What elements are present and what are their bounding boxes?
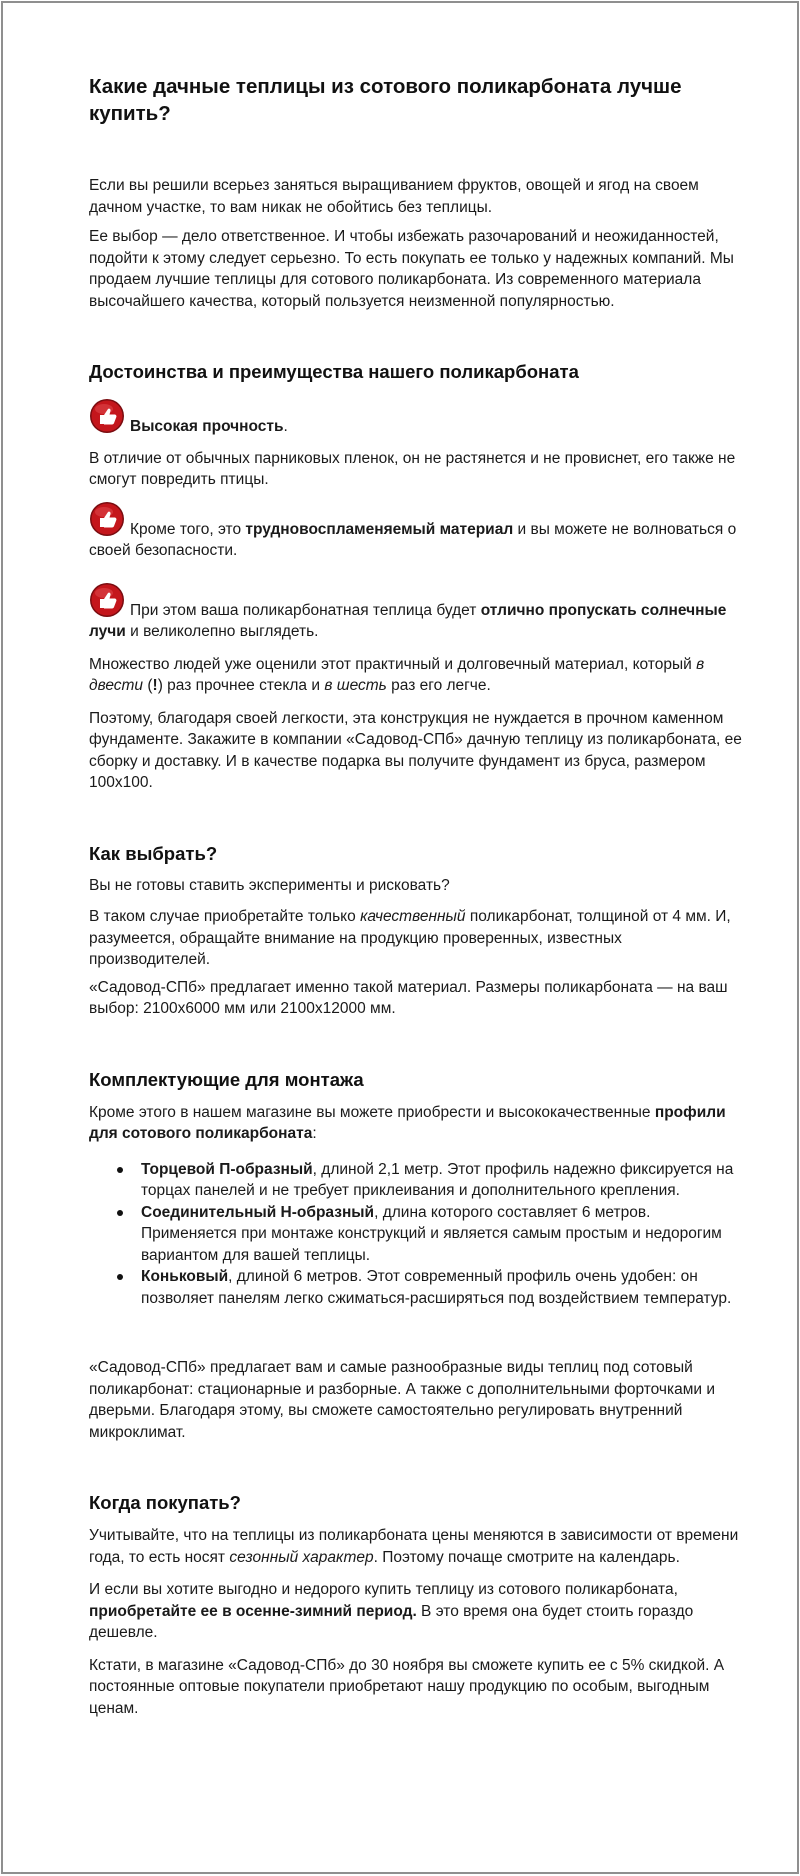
- choose-paragraph-1: Вы не готовы ставить эксперименты и рисковать?: [89, 876, 450, 894]
- intro-paragraph-1: Если вы решили всерьез заняться выращиванием фруктов, овощей и ягод на своем дачном участке, то вам никак не обойтись без теплицы.: [89, 177, 699, 216]
- thumbs-up-icon: [89, 398, 125, 434]
- comparison-paragraph: [89, 654, 743, 697]
- feature-strength-text: В отличие от обычных парниковых пленок, он не растянется и не провиснет, его также не смогут повредить птицы.: [89, 449, 736, 488]
- choose-text-a: В таком случае приобретайте только: [89, 908, 361, 925]
- when-paragraph-1: [89, 1525, 743, 1568]
- thumbs-up-icon: [89, 582, 125, 618]
- advantages-heading: Достоинства и преимущества нашего поликарбоната: [89, 361, 579, 382]
- feature-fireproof-title: трудновоспламеняемый материал: [245, 520, 514, 538]
- list-item: [141, 1202, 743, 1267]
- choose-italic: качественный: [360, 908, 466, 925]
- parts-intro: [89, 1102, 743, 1145]
- choose-heading: Как выбрать?: [89, 842, 218, 864]
- feature-strength-period: .: [283, 418, 288, 435]
- when-text-a: Учитывайте, что на теплицы из поликарбоната цены меняются в зависимости от времени года, то есть носят: [89, 1527, 739, 1566]
- profile-description: , длиной 2,1 метр. Этот профиль надежно фиксируется на торцах панелей и не требует приклеивания и дополнительного крепления.: [141, 1160, 734, 1199]
- choose-paragraph-2: [89, 906, 743, 971]
- foundation-paragraph: Поэтому, благодаря своей легкости, эта конструкция не нуждается в прочном каменном фундаменте. Закажите в компании «Садовод-СПб» дачную теплицу из поликарбоната, ее сборку и доставку. И в качестве подарка вы получите фундамент из бруса, размером 100х100.: [89, 709, 742, 791]
- feature-fireproof-pre: Кроме того, это: [130, 520, 246, 538]
- feature-strength-title: Высокая прочность: [130, 418, 284, 435]
- comparison-exclamation: !: [152, 677, 158, 694]
- when-text-c: И если вы хотите выгодно и недорого купить теплицу из сотового поликарбоната,: [89, 1581, 678, 1598]
- profiles-list: [89, 1159, 743, 1310]
- profile-name: Соединительный Н-образный: [141, 1203, 375, 1221]
- profile-description: , длина которого составляет 6 метров. Применяется при монтаже конструкций и является самым простым и недорогим вариантом для вашей теплицы.: [141, 1203, 722, 1264]
- intro-paragraph-2: Ее выбор — дело ответственное. И чтобы избежать разочарований и неожиданностей, подойти к этому следует серьезно. То есть покупать ее только у надежных компаний. Мы продаем лучшие теплицы для сотового поликарбоната. Из современного материала высочайшего качества, который пользуется неизменной популярностью.: [89, 228, 734, 310]
- comparison-text-b: (: [143, 677, 153, 694]
- when-text-d: В это время она будет стоить гораздо дешевле.: [89, 1602, 694, 1641]
- when-italic: сезонный характер: [229, 1548, 374, 1566]
- feature-light: [89, 582, 743, 643]
- when-paragraph-2: [89, 1579, 743, 1644]
- list-item: [141, 1159, 743, 1202]
- profile-name: Коньковый: [141, 1268, 229, 1285]
- when-strong: приобретайте ее в осенне-зимний период.: [89, 1602, 417, 1620]
- feature-fireproof-post: и вы можете не волноваться о своей безопасности.: [89, 520, 737, 559]
- feature-light-title: отлично пропускать солнечные лучи: [89, 601, 727, 640]
- article: [89, 73, 743, 1719]
- comparison-text-c: ) раз прочнее стекла и: [157, 677, 325, 694]
- feature-light-post: и великолепно выглядеть.: [125, 623, 319, 640]
- when-heading: Когда покупать?: [89, 1492, 241, 1513]
- when-paragraph-3: Кстати, в магазине «Садовод-СПб» до 30 ноября вы сможете купить ее с 5% скидкой. А постоянные оптовые покупатели приобретают нашу продукцию по особым, выгодным ценам.: [89, 1656, 725, 1717]
- parts-intro-colon: :: [312, 1125, 317, 1142]
- profile-name: Торцевой П-образный: [141, 1160, 313, 1178]
- parts-intro-text: Кроме этого в нашем магазине вы можете приобрести и высококачественные: [89, 1103, 655, 1121]
- profile-description: , длиной 6 метров. Этот современный профиль очень удобен: он позволяет панелям легко сжиматься-расширяться под воздействием температур.: [141, 1268, 732, 1307]
- list-item: [141, 1266, 743, 1309]
- feature-strength: [89, 398, 743, 438]
- thumbs-up-icon: [89, 501, 125, 537]
- parts-intro-strong: профили для сотового поликарбоната: [89, 1103, 726, 1142]
- choose-text-b: поликарбонат, толщиной от 4 мм. И, разумеется, обращайте внимание на продукцию проверенных, известных производителей.: [89, 908, 731, 968]
- feature-light-pre: При этом ваша поликарбонатная теплица будет: [130, 601, 481, 619]
- page-title: Какие дачные теплицы из сотового поликарбоната лучше купить?: [89, 75, 682, 125]
- comparison-text-d: раз его легче.: [386, 677, 491, 694]
- comparison-italic-2: в шесть: [324, 677, 387, 694]
- feature-fireproof: [89, 501, 743, 562]
- comparison-text-a: Множество людей уже оценили этот практичный и долговечный материал, который: [89, 655, 697, 673]
- comparison-italic-1: в двести: [89, 655, 705, 694]
- parts-closing: «Садовод-СПб» предлагает вам и самые разнообразные виды теплиц под сотовый поликарбонат: стационарные и разборные. А также с дополнительными форточками и дверьми. Благодаря этому, вы сможете самостоятельно регулировать внутренний микроклимат.: [89, 1359, 716, 1441]
- choose-paragraph-3: «Садовод-СПб» предлагает именно такой материал. Размеры поликарбоната — на ваш выбор: 2100х6000 мм или 2100х12000 мм.: [89, 978, 728, 1017]
- parts-heading: Комплектующие для монтажа: [89, 1068, 364, 1090]
- document-page: [1, 1, 799, 1874]
- when-text-b: . Поэтому почаще смотрите на календарь.: [373, 1548, 680, 1566]
